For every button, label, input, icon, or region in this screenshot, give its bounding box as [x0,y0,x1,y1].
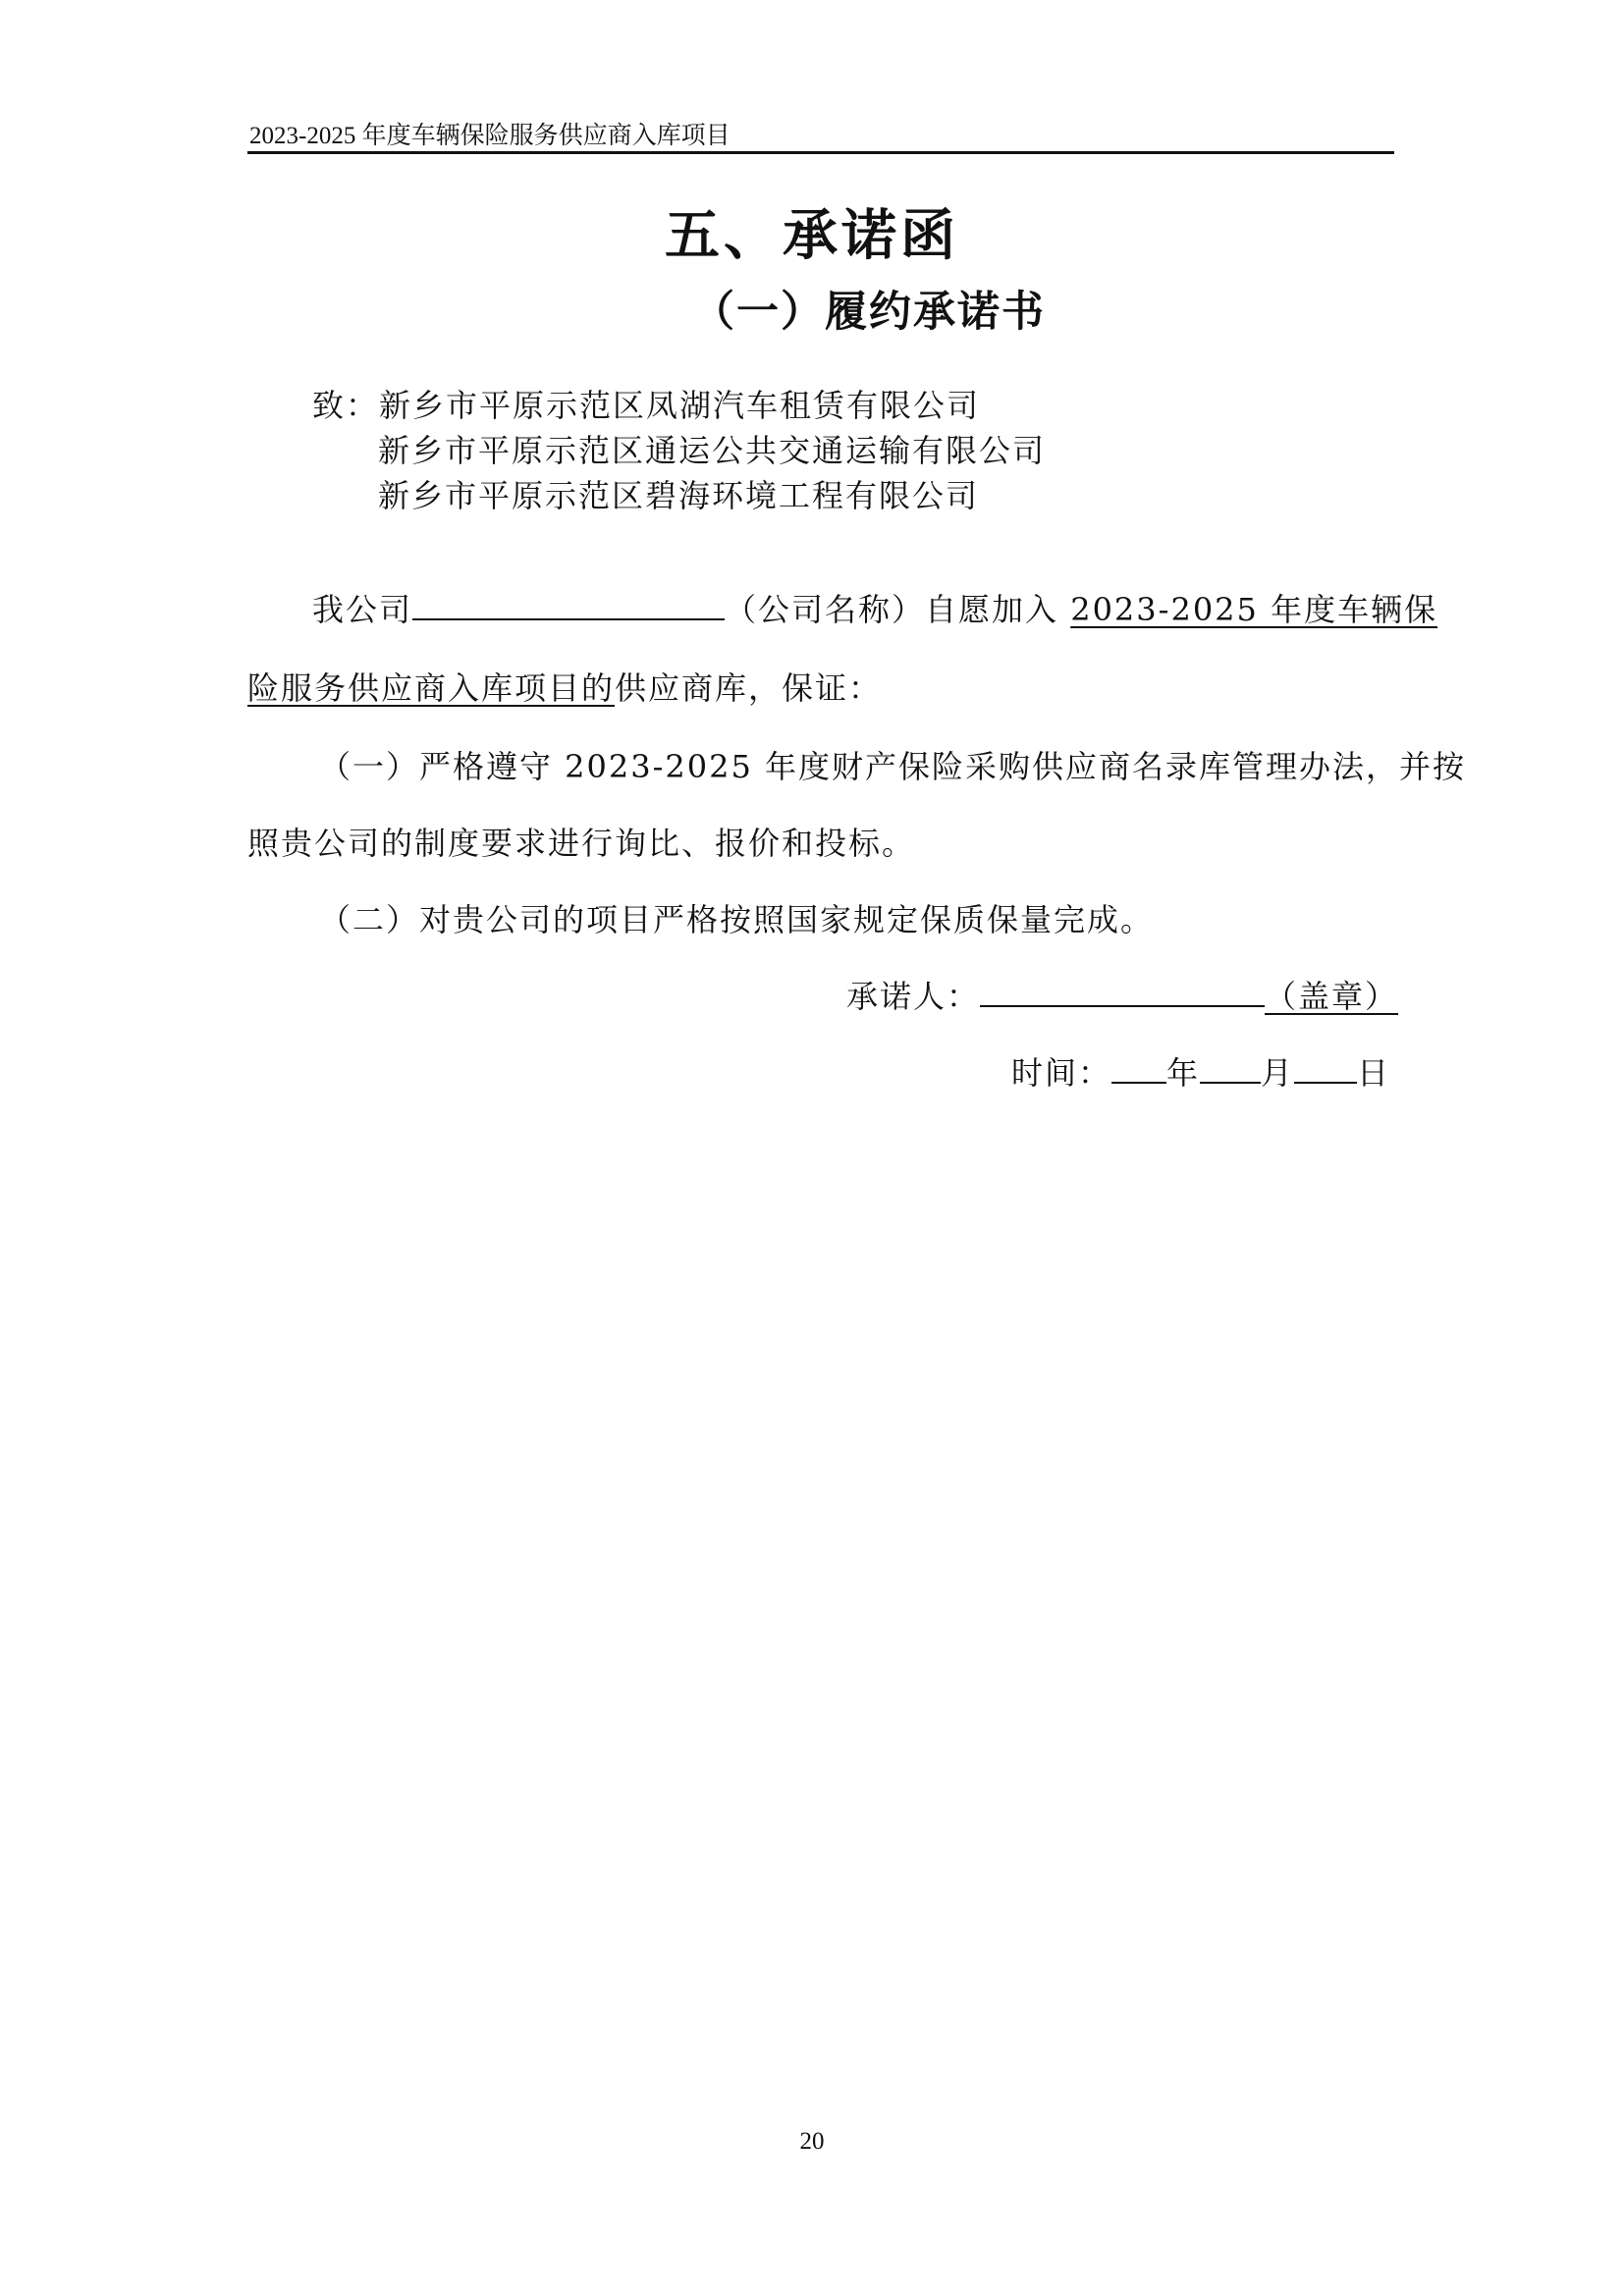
commitment-text: 照贵公司的制度要求进行询比、报价和投标。 [247,825,916,862]
recipient-company: 新乡市平原示范区凤湖汽车租赁有限公司 [379,387,981,424]
recipient-line-2 [378,426,1046,471]
signature-line [846,972,1398,1017]
project-name-underlined: 险服务供应商入库项目的 [247,669,616,707]
document-subtitle: （一）履约承诺书 [692,288,1046,337]
project-name-underlined: 2023-2025 年度车辆保 [1070,591,1438,628]
page-number: 20 [799,2128,825,2155]
year-label: 年 [1166,1054,1201,1092]
commitment-item-2 [319,895,1154,940]
year-blank[interactable] [1111,1056,1166,1084]
document-title: 五、承诺函 [665,203,959,268]
date-label: 时间： [1011,1054,1112,1092]
commitment-text: （二）对贵公司的项目严格按照国家规定保质保量完成。 [319,901,1155,938]
commitment-item-1 [319,742,1466,787]
seal-label: （盖章） [1265,978,1399,1015]
signature-label: 承诺人： [846,978,981,1015]
recipient-company: 新乡市平原示范区碧海环境工程有限公司 [378,477,980,514]
running-header [247,114,1394,154]
paragraph-text: 我公司 [312,591,413,628]
recipient-line-1 [312,381,980,426]
commitment-item-1-cont [247,819,915,864]
recipient-prefix: 致： [312,387,380,424]
header-text: 2023-2025 年度车辆保险服务供应商入库项目 [249,123,731,149]
paragraph-text: 供应商库，保证： [615,669,883,707]
paragraph-text: （公司名称）自愿加入 [725,591,1059,628]
paragraph-line [312,585,1437,630]
recipient-company: 新乡市平原示范区通运公共交通运输有限公司 [378,432,1047,469]
commitment-text: （一）严格遵守 2023-2025 年度财产保险采购供应商名录库管理办法，并按 [319,748,1467,785]
company-name-blank[interactable] [412,593,725,620]
month-blank[interactable] [1200,1056,1261,1084]
day-blank[interactable] [1294,1056,1357,1084]
signature-blank[interactable] [980,980,1265,1007]
month-label: 月 [1261,1054,1295,1092]
day-label: 日 [1357,1054,1391,1092]
recipient-line-3 [378,471,979,516]
paragraph-line [247,664,882,709]
date-line [1011,1048,1390,1094]
